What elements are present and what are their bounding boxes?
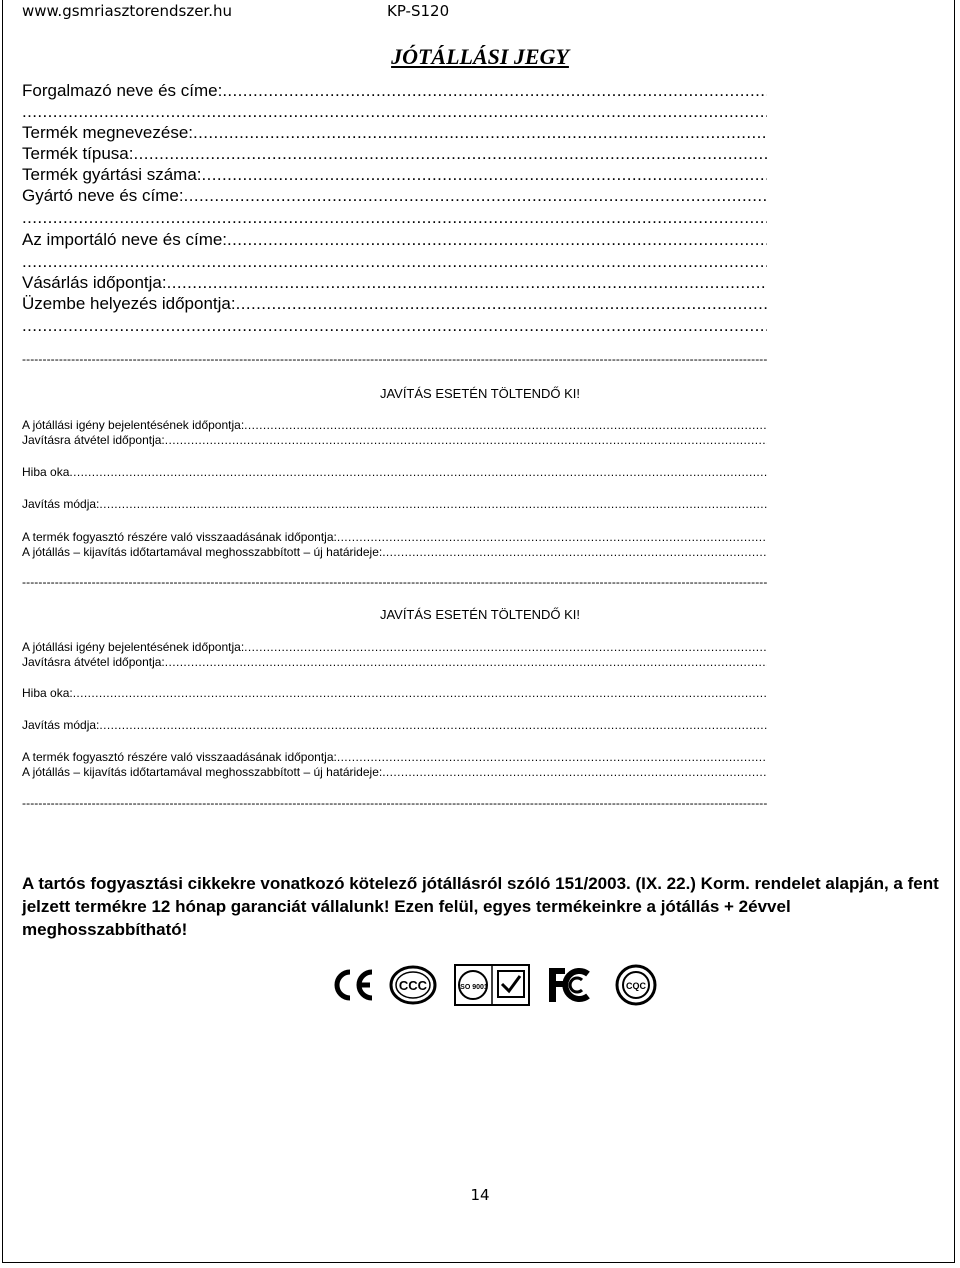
field-commissioning-date: Üzembe helyezés időpontja: ..... <box>22 293 767 314</box>
svg-text:ISO 9001: ISO 9001 <box>458 984 488 991</box>
separator-line <box>22 352 767 366</box>
field-manufacturer-cont <box>22 207 767 228</box>
header-model: KP-S120 <box>387 2 450 20</box>
fc-mark-icon <box>546 964 592 1006</box>
page-title-text: JÓTÁLLÁSI JEGY <box>391 44 569 69</box>
certification-logos <box>330 964 660 1006</box>
repair2-claim-date: A jótállási igény bejelentésének időpontja: ..... <box>22 640 767 655</box>
field-product-type: Termék típusa: ..... <box>22 143 767 164</box>
separator-line <box>22 575 767 589</box>
page-number: 14 <box>470 1186 490 1204</box>
repair1-accept-date: Javításra átvétel időpontja: ..... <box>22 433 767 448</box>
iso-quality-icon <box>454 964 530 1006</box>
repair2-fault: Hiba oka: ..... <box>22 686 767 701</box>
field-serial-number: Termék gyártási száma: ..... <box>22 164 767 185</box>
field-purchase-date: Vásárlás időpontja: ..... <box>22 272 767 293</box>
field-manufacturer: Gyártó neve és címe: ..... <box>22 185 767 206</box>
repair1-new-deadline: A jótállás – kijavítás időtartamával meghosszabbított – új határideje: ..... <box>22 545 767 560</box>
svg-text:CCC: CCC <box>398 978 428 993</box>
ccc-mark-icon <box>388 964 438 1006</box>
cqc-mark-icon <box>614 964 658 1006</box>
warranty-notice: A tartós fogyasztási cikkekre vonatkozó kötelező jótállásról szóló 151/2003. (IX. 22.) Korm. rendelet alapján, a fent jelzett termékre 12 hónap garanciát vállalunk! Ezen felül, egyes termékeinkre a jótállás + 2évvel meghosszabbítható! <box>22 874 939 939</box>
separator-line <box>22 796 767 810</box>
field-importer: Az importáló neve és címe: ..... <box>22 229 767 250</box>
field-importer-cont <box>22 251 767 272</box>
header-site-url: www.gsmriasztorendszer.hu <box>22 2 232 20</box>
svg-text:CQC: CQC <box>626 981 646 991</box>
repair2-new-deadline: A jótállás – kijavítás időtartamával meghosszabbított – új határideje: ..... <box>22 765 767 780</box>
field-commissioning-cont <box>22 315 767 336</box>
repair1-claim-date: A jótállási igény bejelentésének időpontja: ..... <box>22 418 767 433</box>
repair1-return-date: A termék fogyasztó részére való visszaadásának időpontja: ..... <box>22 530 767 545</box>
field-product-name: Termék megnevezése: ..... <box>22 122 767 143</box>
repair2-return-date: A termék fogyasztó részére való visszaadásának időpontja: ..... <box>22 750 767 765</box>
repair-heading-2: JAVÍTÁS ESETÉN TÖLTENDŐ KI! <box>379 607 581 622</box>
repair-heading-1: JAVÍTÁS ESETÉN TÖLTENDŐ KI! <box>379 386 581 401</box>
ce-mark-icon <box>330 964 376 1006</box>
repair2-method: Javítás módja: ..... <box>22 718 767 733</box>
repair2-accept-date: Javításra átvétel időpontja: ..... <box>22 655 767 670</box>
page-title <box>0 44 960 70</box>
field-distributor: Forgalmazó neve és címe: ..... <box>22 80 767 101</box>
repair1-method: Javítás módja: ..... <box>22 497 767 512</box>
field-distributor-cont <box>22 101 767 122</box>
repair1-fault: Hiba oka ..... <box>22 465 767 480</box>
